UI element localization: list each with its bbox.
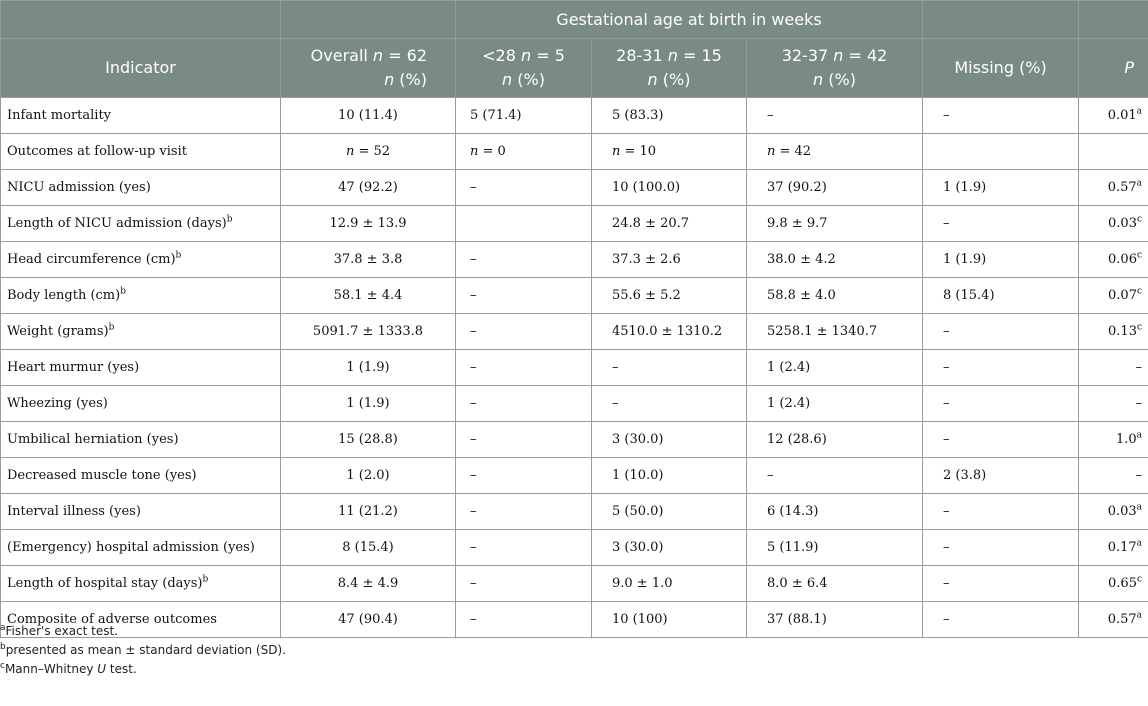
cell-overall: 12.9 ± 13.9 [281,206,456,242]
cell-p-value: 0.17$^a$ [1079,530,1148,566]
table-row [1,314,1148,350]
table-body [1,98,1148,638]
cell-missing: – [923,602,1079,638]
cell-lt28 [456,206,592,242]
header-blank-cell [923,1,1079,39]
cell-missing: 2 (3.8) [923,458,1079,494]
cell-32-37: 8.0 ± 6.4 [747,566,923,602]
footnote-b: $^b$presented as mean ± standard deviation (SD). [0,642,286,657]
cell-32-37: 58.8 ± 4.0 [747,278,923,314]
cell-p-value: 0.57$^a$ [1079,602,1148,638]
table-row [1,206,1148,242]
cell-overall: 1 (1.9) [281,350,456,386]
cell-p-value [1079,134,1148,170]
cell-32-37: 1 (2.4) [747,350,923,386]
table-row [1,386,1148,422]
cell-lt28: – [456,422,592,458]
cell-indicator: Interval illness (yes) [1,494,281,530]
cell-28-31: 4510.0 ± 1310.2 [592,314,747,350]
cell-lt28: – [456,386,592,422]
cell-overall: 11 (21.2) [281,494,456,530]
table-row [1,98,1148,134]
cell-32-37: 5258.1 ± 1340.7 [747,314,923,350]
header-column-row [1,39,1148,98]
col-header-p: P [1079,39,1148,98]
col-header-lt28: <28 n = 5 n (%) [456,39,592,98]
cell-missing: – [923,386,1079,422]
cell-indicator: Body length (cm)$^b$ [1,278,281,314]
cell-lt28: – [456,242,592,278]
cell-overall: 1 (1.9) [281,386,456,422]
table-row [1,566,1148,602]
cell-lt28: – [456,530,592,566]
table-row [1,458,1148,494]
cell-indicator: Decreased muscle tone (yes) [1,458,281,494]
header-blank-cell [1079,1,1148,39]
cell-lt28: – [456,350,592,386]
cell-overall: 15 (28.8) [281,422,456,458]
cell-32-37: 37 (88.1) [747,602,923,638]
table-row [1,422,1148,458]
cell-indicator: NICU admission (yes) [1,170,281,206]
cell-indicator: Head circumference (cm)$^b$ [1,242,281,278]
cell-28-31: n = 10 [592,134,747,170]
cell-32-37: 9.8 ± 9.7 [747,206,923,242]
cell-missing: 1 (1.9) [923,242,1079,278]
cell-overall: 37.8 ± 3.8 [281,242,456,278]
cell-indicator: Umbilical herniation (yes) [1,422,281,458]
cell-overall: 58.1 ± 4.4 [281,278,456,314]
cell-p-value: 0.06$^c$ [1079,242,1148,278]
cell-p-value: 0.01$^a$ [1079,98,1148,134]
cell-32-37: 6 (14.3) [747,494,923,530]
cell-p-value: 0.65$^c$ [1079,566,1148,602]
cell-overall: 47 (90.4) [281,602,456,638]
col-header-overall: Overall n = 62 n (%) [281,39,456,98]
header-group-row [1,1,1148,39]
cell-28-31: – [592,386,747,422]
cell-28-31: 55.6 ± 5.2 [592,278,747,314]
cell-28-31: 1 (10.0) [592,458,747,494]
footnotes [0,622,286,679]
cell-lt28: – [456,278,592,314]
cell-28-31: 5 (50.0) [592,494,747,530]
table-row [1,494,1148,530]
table-row [1,278,1148,314]
cell-32-37: 12 (28.6) [747,422,923,458]
cell-missing: – [923,422,1079,458]
cell-p-value: 0.57$^a$ [1079,170,1148,206]
cell-indicator: Infant mortality [1,98,281,134]
cell-lt28: – [456,314,592,350]
cell-28-31: 24.8 ± 20.7 [592,206,747,242]
cell-overall: 1 (2.0) [281,458,456,494]
table-row [1,242,1148,278]
cell-lt28: n = 0 [456,134,592,170]
cell-missing: – [923,530,1079,566]
cell-overall: 10 (11.4) [281,98,456,134]
table-row [1,134,1148,170]
cell-lt28: – [456,602,592,638]
cell-p-value: 0.03$^a$ [1079,494,1148,530]
cell-32-37: – [747,98,923,134]
cell-indicator: Outcomes at follow-up visit [1,134,281,170]
cell-28-31: 37.3 ± 2.6 [592,242,747,278]
cell-missing: – [923,350,1079,386]
cell-overall: n = 52 [281,134,456,170]
header-blank-cell [1,1,281,39]
cell-lt28: – [456,494,592,530]
cell-missing: – [923,206,1079,242]
cell-p-value: 0.03$^c$ [1079,206,1148,242]
cell-indicator: (Emergency) hospital admission (yes) [1,530,281,566]
cell-28-31: 3 (30.0) [592,422,747,458]
cell-missing: 1 (1.9) [923,170,1079,206]
cell-32-37: 38.0 ± 4.2 [747,242,923,278]
cell-indicator: Weight (grams)$^b$ [1,314,281,350]
cell-overall: 5091.7 ± 1333.8 [281,314,456,350]
cell-p-value: 1.0$^a$ [1079,422,1148,458]
cell-lt28: – [456,566,592,602]
cell-28-31: – [592,350,747,386]
cell-indicator: Length of NICU admission (days)$^b$ [1,206,281,242]
cell-p-value: 0.13$^c$ [1079,314,1148,350]
footnote-a: $^a$Fisher's exact test. [0,623,119,638]
cell-indicator: Heart murmur (yes) [1,350,281,386]
col-header-missing: Missing (%) [923,39,1079,98]
header-blank-cell [281,1,456,39]
cell-p-value: – [1079,386,1148,422]
cell-missing: – [923,314,1079,350]
cell-missing: – [923,566,1079,602]
table-row [1,350,1148,386]
cell-p-value: – [1079,458,1148,494]
cell-lt28: – [456,458,592,494]
gestational-age-group-header: Gestational age at birth in weeks [456,1,923,39]
cell-28-31: 9.0 ± 1.0 [592,566,747,602]
cell-32-37: 37 (90.2) [747,170,923,206]
cell-lt28: – [456,170,592,206]
cell-28-31: 5 (83.3) [592,98,747,134]
cell-overall: 8 (15.4) [281,530,456,566]
cell-28-31: 10 (100) [592,602,747,638]
cell-overall: 8.4 ± 4.9 [281,566,456,602]
cell-28-31: 3 (30.0) [592,530,747,566]
col-header-32-37: 32-37 n = 42 n (%) [747,39,923,98]
table-row [1,170,1148,206]
col-header-28-31: 28-31 n = 15 n (%) [592,39,747,98]
cell-missing [923,134,1079,170]
cell-missing: 8 (15.4) [923,278,1079,314]
cell-32-37: n = 42 [747,134,923,170]
table-row [1,530,1148,566]
cell-32-37: 1 (2.4) [747,386,923,422]
cell-p-value: 0.07$^c$ [1079,278,1148,314]
cell-32-37: – [747,458,923,494]
cell-missing: – [923,98,1079,134]
col-header-indicator: Indicator [1,39,281,98]
cell-lt28: 5 (71.4) [456,98,592,134]
cell-28-31: 10 (100.0) [592,170,747,206]
cell-32-37: 5 (11.9) [747,530,923,566]
cell-indicator: Wheezing (yes) [1,386,281,422]
cell-indicator: Length of hospital stay (days)$^b$ [1,566,281,602]
cell-overall: 47 (92.2) [281,170,456,206]
footnote-c: $^c$Mann–Whitney U test. [0,661,137,676]
cell-missing: – [923,494,1079,530]
cell-p-value: – [1079,350,1148,386]
cell-indicator: Composite of adverse outcomes [1,602,281,638]
